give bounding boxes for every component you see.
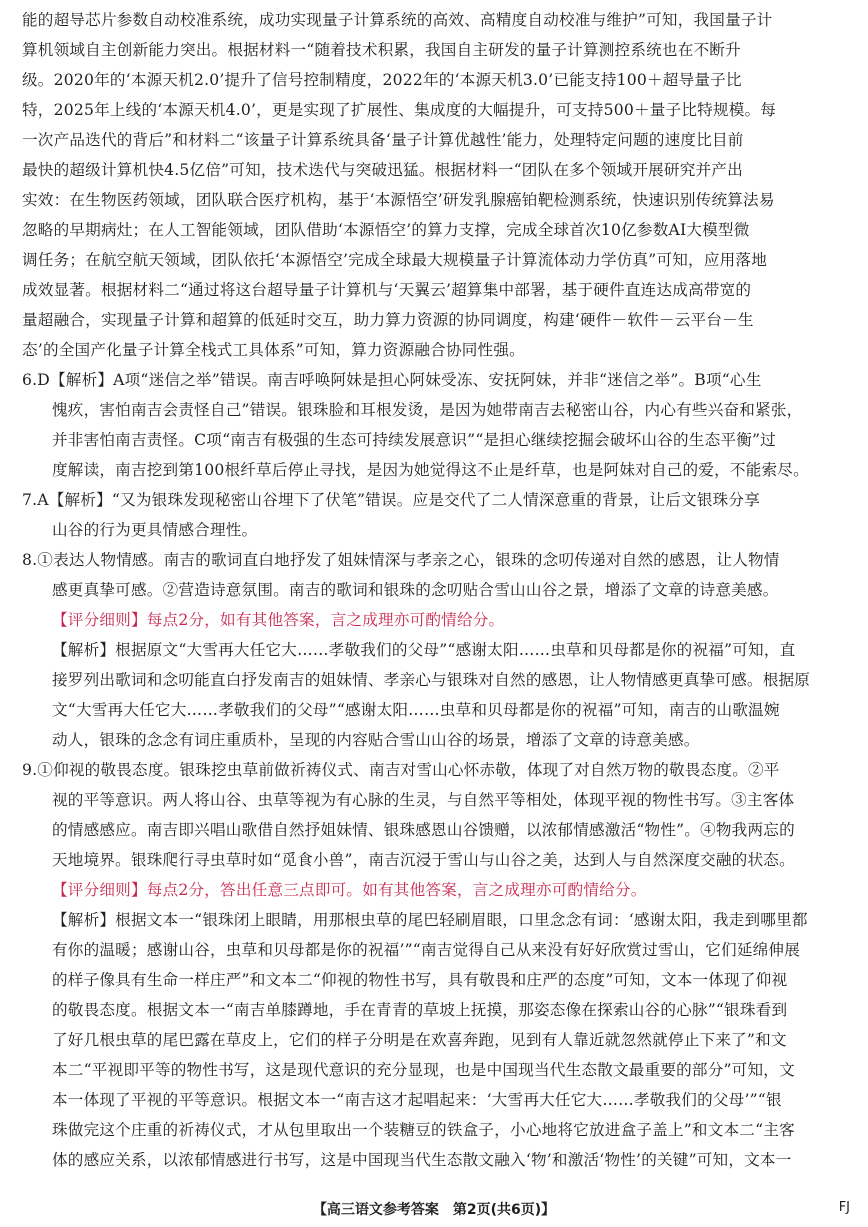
text-line: 有你的温暖；感谢山谷，虫草和贝母都是你的祝福’”“南吉觉得自己从来没有好好欣赏过雪山，它们延绵伸展 xyxy=(52,941,801,959)
text-line: 一次产品迭代的背后”和材料二“该量子计算系统具备‘量子计算优越性’能力，处理特定问题的速度比目前 xyxy=(22,131,744,149)
text-line: 动人，银珠的念念有词庄重质朴，呈现的内容贴合雪山山谷的场景，增添了文章的诗意美感。 xyxy=(52,731,700,749)
text-line: 的敬畏态度。根据文本一“南吉单膝蹲地，手在青青的草坡上抚摸，那姿态像在探索山谷的心脉”“银珠看到 xyxy=(52,1001,788,1019)
page-footer-title: 【高三语文参考答案 第2页(共6页)】 xyxy=(312,1202,556,1218)
text-line: 愧疚，害怕南吉会责怪自己”错误。银珠脸和耳根发烫，是因为她带南吉去秘密山谷，内心有些兴奋和紧张， xyxy=(52,401,803,419)
text-line: 视的平等意识。两人将山谷、虫草等视为有心脉的生灵，与自然平等相处，体现平视的物性书写。③主客体 xyxy=(52,791,795,809)
text-line: 并非害怕南吉责怪。C项“南吉有极强的生态可持续发展意识”“是担心继续挖掘会破坏山谷的生态平衡”过 xyxy=(52,431,776,449)
text-line: 文“大雪再大任它大……孝敬我们的父母”“感谢太阳……虫草和贝母都是你的祝福”可知，南吉的山歌温婉 xyxy=(52,701,780,719)
answer-7: 7.A【解析】“又为银珠发现秘密山谷埋下了伏笔”错误。应是交代了二人情深意重的背景，让后文银珠分享 xyxy=(22,491,761,509)
text-line: 山谷的行为更具情感合理性。 xyxy=(52,521,258,539)
analysis-8: 【解析】根据原文“大雪再大任它大……孝敬我们的父母”“感谢太阳……虫草和贝母都是你的祝福”可知，直 xyxy=(52,641,796,659)
scoring-rule: 【评分细则】每点2分，答出任意三点即可。如有其他答案，言之成理亦可酌情给分。 xyxy=(52,881,647,899)
answer-8: 8.①表达人物情感。南吉的歌词直白地抒发了姐妹情深与孝亲之心，银珠的念叨传递对自然的感恩，让人物情 xyxy=(22,551,780,569)
text-line: 本二“平视即平等的物性书写，这是现代意识的充分显现，也是中国现当代生态散文最重要的部分”可知，文 xyxy=(52,1061,795,1079)
text-line: 了好几根虫草的尾巴露在草皮上，它们的样子分明是在欢喜奔跑，见到有人靠近就忽然就停止下来了”和文 xyxy=(52,1031,787,1049)
text-line: 感更真挚可感。②营造诗意氛围。南吉的歌词和银珠的念叨贴合雪山山谷之景，增添了文章的诗意美感。 xyxy=(52,581,779,599)
text-line: 体的感应关系，以浓郁情感进行书写，这是中国现当代生态散文融入‘物’和激活‘物性’的关键”可知，文本一 xyxy=(52,1151,792,1169)
text-line: 本一体现了平视的平等意识。根据文本一“南吉这才起唱起来：‘大雪再大任它大……孝敬我们的父母’”“银 xyxy=(52,1091,782,1109)
text-line: 忽略的早期病灶；在人工智能领域，团队借助‘本源悟空’的算力支撑，完成全球首次10亿参数AI大模型微 xyxy=(22,221,750,239)
text-line: 的情感感应。南吉即兴唱山歌借自然抒姐妹情、银珠感恩山谷馈赠，以浓郁情感激活“物性”。④物我两忘的 xyxy=(52,821,795,839)
answer-9: 9.①仰视的敬畏态度。银珠挖虫草前做祈祷仪式、南吉对雪山心怀赤敬，体现了对自然万物的敬畏态度。②平 xyxy=(22,761,780,779)
text-line: 接罗列出歌词和念叨能直白抒发南吉的姐妹情、孝亲心与银珠对自然的感恩，让人物情感更真挚可感。根据原 xyxy=(52,671,811,689)
text-line: 度解读，南吉挖到第100根纤草后停止寻找，是因为她觉得这不止是纤草，也是阿妹对自己的爱，不能索尽。 xyxy=(52,461,809,479)
text-line: 级。2020年的‘本源天机2.0’提升了信号控制精度，2022年的‘本源天机3.0’已能支持100＋超导量子比 xyxy=(22,71,742,89)
text-line: 特，2025年上线的‘本源天机4.0’，更是实现了扩展性、集成度的大幅提升，可支持500＋量子比特规模。每 xyxy=(22,101,777,119)
text-line: 态’的全国产化量子计算全栈式工具体系”可知，算力资源融合协同性强。 xyxy=(22,341,525,359)
text-line: 实效：在生物医药领域，团队联合医疗机构，基于‘本源悟空’研发乳腺癌铂靶检测系统，快速识别传统算法易 xyxy=(22,191,775,209)
text-line: 天地境界。银珠爬行寻虫草时如“觅食小兽”，南吉沉浸于雪山与山谷之美，达到人与自然深度交融的状态。 xyxy=(52,851,795,869)
analysis-9: 【解析】根据文本一“银珠闭上眼睛，用那根虫草的尾巴轻刷眉眼，口里念念有词：‘感谢太阳，我走到哪里都 xyxy=(52,911,808,929)
scoring-rule: 【评分细则】每点2分，如有其他答案，言之成理亦可酌情给分。 xyxy=(52,611,505,629)
answer-6: 6.D【解析】A项“迷信之举”错误。南吉呼唤阿妹是担心阿妹受冻、安抚阿妹，并非“迷信之举”。B项“心生 xyxy=(22,371,762,389)
page-footer-code: FJ xyxy=(838,1200,850,1215)
text-line: 量超融合，实现量子计算和超算的低延时交互，助力算力资源的协同调度，构建‘硬件－软件－云平台－生 xyxy=(22,311,754,329)
text-line: 珠做完这个庄重的祈祷仪式，才从包里取出一个装糖豆的铁盒子，小心地将它放进盒子盖上”和文本二“主客 xyxy=(52,1121,795,1139)
text-line: 算机领域自主创新能力突出。根据材料一“随着技术积累，我国自主研发的量子计算测控系统也在不断升 xyxy=(22,41,741,59)
text-line: 成效显著。根据材料二“通过将这台超导量子计算机与‘天翼云’超算集中部署，基于硬件直连达成高带宽的 xyxy=(22,281,752,299)
text-line: 最快的超级计算机快4.5亿倍”可知，技术迭代与突破迅猛。根据材料一“团队在多个领域开展研究并产出 xyxy=(22,161,743,179)
text-line: 能的超导芯片参数自动校准系统，成功实现量子计算系统的高效、高精度自动校准与维护”可知，我国量子计 xyxy=(22,11,773,29)
text-line: 的样子像具有生命一样庄严”和文本二“仰视的物性书写，具有敬畏和庄严的态度”可知，文本一体现了仰视 xyxy=(52,971,788,989)
text-line: 调任务；在航空航天领域，团队依托‘本源悟空’完成全球最大规模量子计算流体动力学仿真”可知，应用落地 xyxy=(22,251,767,269)
